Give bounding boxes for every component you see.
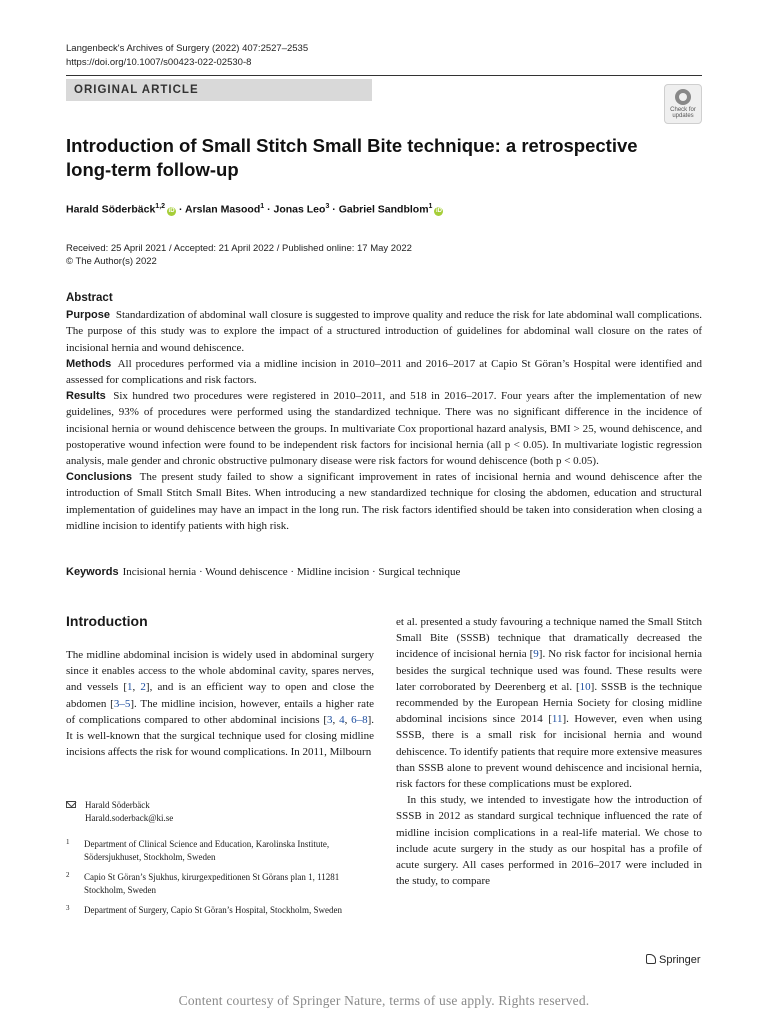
introduction-left-column <box>66 612 374 760</box>
affiliation-text: Department of Surgery, Capio St Göran’s Hospital, Stockholm, Sweden <box>84 905 342 915</box>
publication-dates <box>66 242 412 268</box>
check-updates-icon <box>675 89 691 105</box>
introduction-right-column <box>396 614 702 889</box>
body-text: ]. However, even when using SSSB, there is a small risk for incisional hernia and wound dehiscence. To identify patients that require more extensive measures than SSSB alone to prevent wound dehiscence and incisional hernia, risk factors for these complications must be explored. <box>396 713 702 791</box>
body-text: The midline abdominal incision is widely used in abdominal surgery since it enables access to the whole abdominal cavity, spares nerves, and vessels [ <box>66 649 374 694</box>
abstract-methods <box>66 356 702 388</box>
author-separator: · <box>176 203 185 216</box>
article-title: Introduction of Small Stitch Small Bite technique: a retrospective long-term follow-up <box>66 135 638 180</box>
copyright-line: © The Author(s) 2022 <box>66 256 157 267</box>
affiliation-number: 2 <box>66 871 70 879</box>
body-text: ]. SSSB is the technique recommended by the European Hernia Society for closing midline abdominal incisions since 2014 [ <box>396 680 703 726</box>
citation-link[interactable]: 2 <box>140 681 146 694</box>
citation-link[interactable]: 11 <box>551 713 563 726</box>
keywords-text: Incisional hernia · Wound dehiscence · Midline incision · Surgical technique <box>122 566 461 578</box>
introduction-paragraph <box>66 647 374 760</box>
affiliation-number: 1 <box>66 838 70 846</box>
corresponding-author <box>66 799 173 824</box>
doi-link[interactable]: https://doi.org/10.1007/s00423-022-02530-8 <box>66 57 252 68</box>
conclusions-text: The present study failed to show a significant improvement in rates of incisional hernia and wound dehiscence after the introduction of Small Stitch Small Bites. When introducing a new standardized technique for closing the abdomen, education and structural implementation of guidelines may have an impact in the long run. The risk factors identified should be taken into consideration when closing a midline incision to identify patients with high risk. <box>66 471 702 532</box>
body-text: ]. No risk factor for incisional hernia besides the surgical technique used was found. These results were later corroborated by Deerenberg et al. [ <box>396 648 702 693</box>
body-text: ]. The midline incision, however, entails a higher rate of complications compared to other abdominal incisions [ <box>66 697 375 726</box>
abstract-results <box>66 388 702 469</box>
results-label: Results <box>66 390 106 403</box>
affiliation-3 <box>66 904 366 917</box>
author-list <box>66 203 443 216</box>
author-affiliation: 1,2 <box>155 203 166 210</box>
citation-link[interactable]: 3 <box>327 713 333 726</box>
body-text: ]. It is well-known that the surgical technique used for closing midline incisions affects the risk for wound complications. In 2011, Milbourn <box>66 713 375 759</box>
citation-link[interactable]: 1 <box>127 681 133 694</box>
purpose-text: Standardization of abdominal wall closure is suggested to improve quality and reduce the risk for late abdominal wall complications. The purpose of this study was to explore the impact of a structured introduction of guidelines for abdominal wall closure on the rates of incisional hernia and wound dehiscence. <box>66 309 703 354</box>
body-text: ], and is an efficient way to open and close the abdomen [ <box>66 681 374 710</box>
affiliation-text: Capio St Göran’s Sjukhus, kirurgexpeditionen St Görans plan 1, 11281 Stockholm, Sweden <box>84 872 340 895</box>
affiliation-text: Department of Clinical Science and Education, Karolinska Institute, Södersjukhuset, Stockholm, Sweden <box>84 839 330 862</box>
springer-horse-icon <box>646 954 656 964</box>
abstract <box>66 290 702 534</box>
affiliation-number: 3 <box>66 904 70 912</box>
orcid-icon[interactable]: iD <box>435 207 442 214</box>
publisher-logo <box>646 954 701 966</box>
body-text: , <box>344 713 352 726</box>
introduction-paragraph: In this study, we intended to investigate how the introduction of SSSB in 2012 as standard surgical technique influenced the rate of midline incision complications in a real-life material. We chose to include acute surgery in the study as our hospital has a profile of acute surgery. All cases performed in 2016–2017 were included in the study, to compare <box>396 794 702 888</box>
purpose-label: Purpose <box>66 309 111 322</box>
dates-line: Received: 25 April 2021 / Accepted: 21 April 2022 / Published online: 17 May 2022 <box>66 243 412 254</box>
author-name[interactable]: Gabriel Sandblom <box>338 203 429 216</box>
publisher-name: Springer <box>659 954 701 966</box>
corr-name: Harald Söderbäck <box>85 800 150 810</box>
author-affiliation: 3 <box>325 203 330 210</box>
author-affiliation: 1 <box>428 203 433 210</box>
keywords-label: Keywords <box>66 566 119 578</box>
author-affiliation: 1 <box>260 203 265 210</box>
journal-header <box>66 42 308 70</box>
article-type-banner: ORIGINAL ARTICLE <box>66 79 372 101</box>
introduction-heading: Introduction <box>66 613 148 629</box>
keywords <box>66 566 460 578</box>
author-name[interactable]: Arslan Masood <box>184 203 261 216</box>
citation-link[interactable]: 3–5 <box>113 697 131 710</box>
courtesy-notice: Content courtesy of Springer Nature, terms of use apply. Rights reserved. <box>178 993 590 1008</box>
header-rule <box>66 75 702 76</box>
abstract-conclusions <box>66 469 702 534</box>
author-name[interactable]: Harald Söderbäck <box>66 203 156 216</box>
author-separator: · <box>329 203 339 216</box>
affiliation-2 <box>66 871 366 897</box>
journal-citation: Langenbeck's Archives of Surgery (2022) 407:2527–2535 <box>66 43 309 54</box>
body-text: et al. presented a study favouring a technique named the Small Stitch Small Bite (SSSB) technique that dramatically decreased the incidence of incisional hernia [ <box>396 616 702 661</box>
envelope-icon <box>66 801 76 808</box>
citation-link[interactable]: 4 <box>339 713 345 726</box>
results-text: Six hundred two procedures were registered in 2010–2011, and 518 in 2016–2017. Four years after the implementation of new guidelines, 93% of procedures were performed using the standardized technique. There was no significant difference in the incidence of incisional hernia or wound dehiscence between the groups. In multivariate Cox proportional hazard analysis, BMI > 25, wound dehiscence, and postoperative wound infection were found to be independent risk factors for incisional hernia (all p < 0.05). In multivariate logistic regression analysis, male gender and chronic obstructive pulmonary disease were risk factors for wound dehiscence (both p < 0.05). <box>66 390 703 468</box>
citation-link[interactable]: 10 <box>579 680 591 693</box>
citation-link[interactable]: 9 <box>533 648 539 661</box>
author-name[interactable]: Jonas Leo <box>273 203 326 216</box>
abstract-heading: Abstract <box>66 292 113 304</box>
conclusions-label: Conclusions <box>66 471 133 484</box>
affiliation-1 <box>66 838 366 864</box>
body-text: , <box>332 713 340 726</box>
check-updates-label: Check for updates <box>670 107 696 119</box>
abstract-purpose <box>66 307 702 356</box>
author-separator: · <box>264 203 274 216</box>
methods-label: Methods <box>66 357 112 370</box>
introduction-paragraph <box>396 614 702 792</box>
body-text: , <box>132 681 141 694</box>
check-for-updates-button[interactable] <box>664 84 702 124</box>
citation-link[interactable]: 6–8 <box>351 713 368 726</box>
methods-text: All procedures performed via a midline incision in 2010–2011 and 2016–2017 at Capio St Göran’s Hospital were identified and assessed for complications and risk factors. <box>66 357 702 387</box>
orcid-icon[interactable]: iD <box>168 207 175 214</box>
corr-email[interactable]: Harald.soderback@ki.se <box>85 812 174 823</box>
